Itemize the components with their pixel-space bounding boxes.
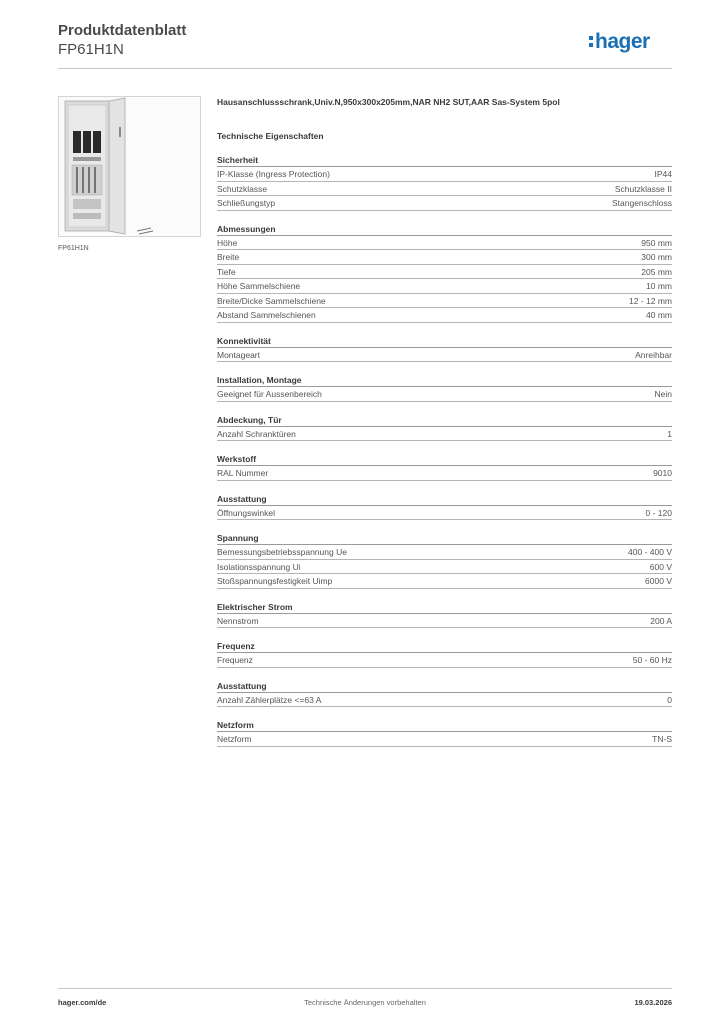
spec-label: Höhe Sammelschiene xyxy=(217,281,301,291)
spec-label: Netzform xyxy=(217,734,252,744)
spec-row xyxy=(217,348,672,363)
hager-logo xyxy=(588,26,672,56)
spec-section xyxy=(217,679,672,708)
footer-divider xyxy=(58,988,672,989)
page-header xyxy=(58,20,672,70)
footer-notice: Technische Änderungen vorbehalten xyxy=(304,998,426,1007)
spec-section xyxy=(217,373,672,402)
section-title: Spannung xyxy=(217,531,672,545)
spec-sections xyxy=(217,153,672,747)
spec-row xyxy=(217,250,672,265)
spec-row xyxy=(217,196,672,211)
spec-label: Anzahl Schranktüren xyxy=(217,428,296,439)
spec-label: Schließungstyp xyxy=(217,198,276,208)
spec-value: Nein xyxy=(654,389,672,399)
spec-section xyxy=(217,334,672,363)
footer-website: hager.com/de xyxy=(58,998,107,1007)
spec-label: IP-Klasse (Ingress Protection) xyxy=(217,169,330,179)
spec-value: 950 mm xyxy=(641,237,672,248)
section-title: Frequenz xyxy=(217,639,672,653)
spec-value: Anreihbar xyxy=(635,349,672,360)
spec-value: 50 - 60 Hz xyxy=(632,655,672,665)
spec-row xyxy=(217,545,672,560)
spec-label: Frequenz xyxy=(217,655,253,665)
spec-section xyxy=(217,413,672,442)
spec-row xyxy=(217,574,672,589)
spec-label: Bemessungsbetriebsspannung Ue xyxy=(217,547,347,557)
spec-row xyxy=(217,294,672,309)
spec-value: 600 V xyxy=(649,561,672,572)
page-footer xyxy=(58,998,672,1010)
product-description: Hausanschlussschrank,Univ.N,950x300x205mm,NAR NH2 SUT,AAR Sas-System 5pol xyxy=(217,97,560,107)
spec-value: 9010 xyxy=(653,468,672,478)
section-title: Ausstattung xyxy=(217,492,672,506)
spec-row xyxy=(217,308,672,323)
spec-label: RAL Nummer xyxy=(217,468,269,478)
spec-label: Nennstrom xyxy=(217,615,259,626)
footer-date: 19.03.2026 xyxy=(634,998,672,1007)
spec-label: Stoßspannungsfestigkeit Uimp xyxy=(217,576,333,586)
spec-label: Abstand Sammelschienen xyxy=(217,310,316,320)
section-title: Netzform xyxy=(217,718,672,732)
spec-row xyxy=(217,265,672,280)
spec-label: Schutzklasse xyxy=(217,183,268,194)
spec-value: 400 - 400 V xyxy=(628,547,672,557)
spec-row xyxy=(217,387,672,402)
spec-section xyxy=(217,492,672,521)
header-divider xyxy=(58,68,672,69)
section-title: Abmessungen xyxy=(217,222,672,236)
spec-row xyxy=(217,506,672,521)
spec-value: 205 mm xyxy=(641,266,672,277)
technical-properties-title: Technische Eigenschaften xyxy=(217,131,324,141)
spec-content xyxy=(217,97,672,758)
spec-row xyxy=(217,466,672,481)
section-title: Ausstattung xyxy=(217,679,672,693)
spec-row xyxy=(217,614,672,629)
spec-section xyxy=(217,531,672,589)
spec-row xyxy=(217,560,672,575)
spec-value: Schutzklasse II xyxy=(614,183,672,194)
spec-row xyxy=(217,427,672,442)
spec-section xyxy=(217,600,672,629)
spec-row xyxy=(217,167,672,182)
section-title: Elektrischer Strom xyxy=(217,600,672,614)
spec-row xyxy=(217,182,672,197)
spec-section xyxy=(217,153,672,211)
spec-label: Geeignet für Aussenbereich xyxy=(217,389,322,399)
document-title: Produktdatenblatt xyxy=(58,22,187,39)
spec-label: Isolationsspannung Ui xyxy=(217,561,301,572)
spec-row xyxy=(217,236,672,251)
spec-value: 0 xyxy=(667,694,672,705)
logo-text: hager xyxy=(595,30,650,53)
spec-value: 300 mm xyxy=(641,252,672,262)
image-caption: FP61H1N xyxy=(58,245,89,252)
spec-value: 10 mm xyxy=(646,281,672,291)
spec-label: Höhe xyxy=(217,237,238,248)
spec-value: 200 A xyxy=(650,615,672,626)
spec-label: Montageart xyxy=(217,349,260,360)
spec-label: Breite xyxy=(217,252,240,262)
spec-row xyxy=(217,732,672,747)
spec-section xyxy=(217,718,672,747)
section-title: Installation, Montage xyxy=(217,373,672,387)
section-title: Werkstoff xyxy=(217,452,672,466)
spec-row xyxy=(217,653,672,668)
spec-value: 12 - 12 mm xyxy=(629,295,672,306)
spec-label: Öffnungswinkel xyxy=(217,507,275,518)
spec-value: Stangenschloss xyxy=(611,198,672,208)
spec-value: 0 - 120 xyxy=(645,507,672,518)
section-title: Abdeckung, Tür xyxy=(217,413,672,427)
spec-value: TN-S xyxy=(652,734,672,744)
spec-value: 1 xyxy=(667,428,672,439)
spec-value: IP44 xyxy=(654,169,672,179)
spec-value: 6000 V xyxy=(645,576,672,586)
article-number: FP61H1N xyxy=(58,41,124,58)
spec-section xyxy=(217,222,672,323)
spec-label: Anzahl Zählerplätze <=63 A xyxy=(217,694,322,705)
section-title: Konnektivität xyxy=(217,334,672,348)
section-title: Sicherheit xyxy=(217,153,672,167)
spec-row xyxy=(217,279,672,294)
spec-label: Tiefe xyxy=(217,266,236,277)
spec-value: 40 mm xyxy=(646,310,672,320)
product-image xyxy=(58,96,201,237)
spec-section xyxy=(217,452,672,481)
spec-row xyxy=(217,693,672,708)
spec-label: Breite/Dicke Sammelschiene xyxy=(217,295,326,306)
spec-section xyxy=(217,639,672,668)
